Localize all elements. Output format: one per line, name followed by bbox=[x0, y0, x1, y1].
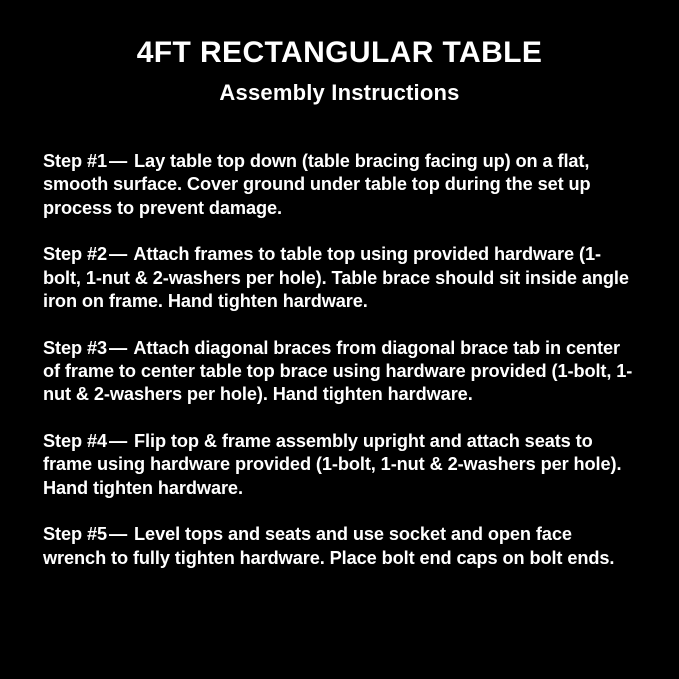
step-dash: — bbox=[109, 430, 128, 451]
steps-list bbox=[40, 132, 639, 571]
page-subtitle: Assembly Instructions bbox=[219, 79, 460, 105]
step-label: Step #4 bbox=[43, 430, 107, 451]
list-item bbox=[43, 243, 636, 313]
list-item bbox=[43, 523, 636, 570]
list-item bbox=[43, 150, 636, 220]
step-label: Step #2 bbox=[43, 244, 107, 265]
list-item bbox=[43, 430, 636, 500]
step-text: Level tops and seats and use socket and open face wrench to fully tighten hardware. Place bolt end caps on bolt ends. bbox=[43, 524, 615, 568]
step-dash: — bbox=[109, 244, 128, 265]
step-text: Attach diagonal braces from diagonal brace tab in center of frame to center table top brace using hardware provided (1-bolt, 1-nut & 2-washers per hole). Hand tighten hardware. bbox=[43, 337, 633, 405]
page-title: 4FT RECTANGULAR TABLE bbox=[136, 36, 543, 69]
step-dash: — bbox=[109, 524, 128, 545]
step-dash: — bbox=[109, 337, 128, 358]
step-text: Flip top & frame assembly upright and attach seats to frame using hardware provided (1-bolt, 1-nut & 2-washers per hole). Hand tighten hardware. bbox=[43, 430, 622, 498]
step-text: Attach frames to table top using provided hardware (1-bolt, 1-nut & 2-washers per hole). Table brace should sit inside angle iron on frame. Hand tighten hardware. bbox=[43, 244, 629, 312]
step-label: Step #5 bbox=[43, 524, 107, 545]
step-text: Lay table top down (table bracing facing up) on a flat, smooth surface. Cover ground under table top during the set up process to prevent damage. bbox=[43, 150, 591, 218]
step-dash: — bbox=[109, 150, 128, 171]
step-label: Step #1 bbox=[43, 150, 107, 171]
step-label: Step #3 bbox=[43, 337, 107, 358]
list-item bbox=[43, 337, 636, 407]
